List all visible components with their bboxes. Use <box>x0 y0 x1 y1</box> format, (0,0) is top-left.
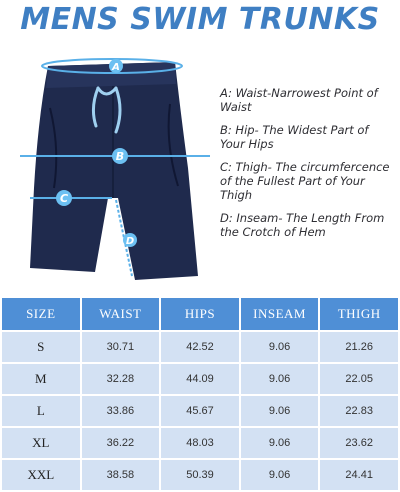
cell-waist: 33.86 <box>81 395 161 427</box>
table-row <box>1 395 399 427</box>
marker-a <box>109 59 123 73</box>
table-row <box>1 459 399 491</box>
cell-waist: 38.58 <box>81 459 161 491</box>
cell-thigh: 23.62 <box>319 427 399 459</box>
svg-text:C: C <box>59 192 69 205</box>
svg-text:A: A <box>112 62 120 73</box>
header-thigh: THIGH <box>319 297 399 331</box>
svg-text:B: B <box>115 150 125 163</box>
cell-hips: 50.39 <box>160 459 240 491</box>
measurement-notes <box>220 86 395 248</box>
cell-inseam: 9.06 <box>240 363 320 395</box>
cell-inseam: 9.06 <box>240 427 320 459</box>
cell-waist: 36.22 <box>81 427 161 459</box>
cell-size: M <box>1 363 81 395</box>
table-header-row <box>1 297 399 331</box>
svg-text:D: D <box>125 236 135 247</box>
cell-size: L <box>1 395 81 427</box>
swim-trunks-illustration <box>20 48 210 288</box>
note-hip: B: Hip- The Widest Part of Your Hips <box>220 123 369 151</box>
cell-thigh: 21.26 <box>319 331 399 363</box>
cell-hips: 42.52 <box>160 331 240 363</box>
table-row <box>1 331 399 363</box>
table-row <box>1 427 399 459</box>
cell-thigh: 24.41 <box>319 459 399 491</box>
cell-hips: 44.09 <box>160 363 240 395</box>
marker-c <box>56 190 72 206</box>
size-chart-table <box>0 296 400 492</box>
header-waist: WAIST <box>81 297 161 331</box>
page-title: MENS SWIM TRUNKS <box>20 2 380 37</box>
cell-inseam: 9.06 <box>240 459 320 491</box>
cell-size: XL <box>1 427 81 459</box>
cell-inseam: 9.06 <box>240 395 320 427</box>
marker-d <box>123 233 137 247</box>
cell-thigh: 22.05 <box>319 363 399 395</box>
cell-waist: 32.28 <box>81 363 161 395</box>
cell-inseam: 9.06 <box>240 331 320 363</box>
header-hips: HIPS <box>160 297 240 331</box>
note-inseam: D: Inseam- The Length From the Crotch of Hem <box>220 211 385 239</box>
header-size: SIZE <box>1 297 81 331</box>
cell-size: XXL <box>1 459 81 491</box>
marker-b <box>112 148 128 164</box>
note-waist: A: Waist-Narrowest Point of Waist <box>220 86 378 114</box>
cell-hips: 45.67 <box>160 395 240 427</box>
note-thigh: C: Thigh- The circumfercence of the Fullest Part of Your Thigh <box>220 160 390 202</box>
cell-thigh: 22.83 <box>319 395 399 427</box>
cell-hips: 48.03 <box>160 427 240 459</box>
header-inseam: INSEAM <box>240 297 320 331</box>
cell-size: S <box>1 331 81 363</box>
cell-waist: 30.71 <box>81 331 161 363</box>
table-row <box>1 363 399 395</box>
